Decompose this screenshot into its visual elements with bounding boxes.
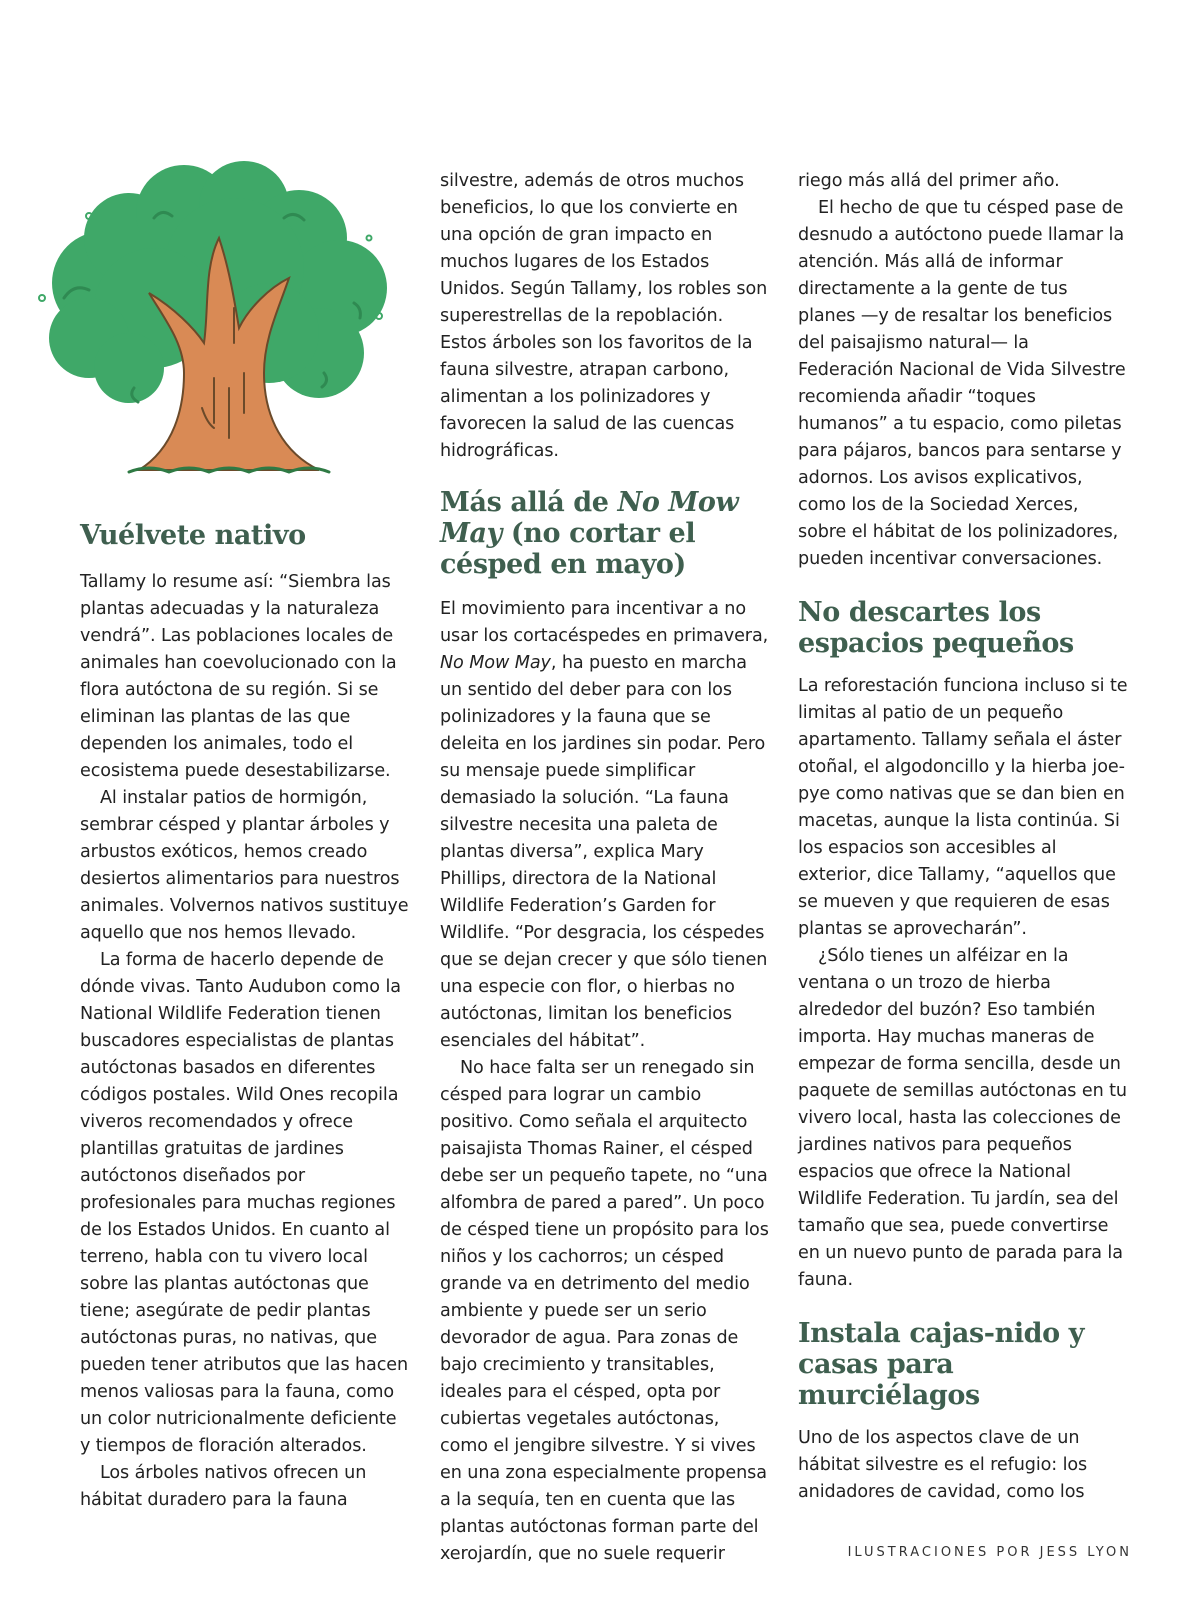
paragraph: No hace falta ser un renegado sin césped para lograr un cambio positivo. Como señala el arquitecto paisajista Thomas Rainer, el césped debe ser un pequeño tapete, no “una alfombra de pared a pared”. Un poco de césped tiene un propósito para los niños y los cachorros; un césped grande va en detrimento del medio ambiente y puede ser un serio devorador de agua. Para zonas de bajo crecimiento y transitables, ideales para el césped, opta por cubiertas vegetales autóctonas, como el jengibre silvestre. Y si vives en una zona especialmente propensa a la sequía, ten en cuenta que las plantas autóctonas forman parte del xerojardín, que no suele requerir <box>440 1058 769 1564</box>
paragraph: silvestre, además de otros muchos beneficios, lo que los convierte en una opción de gran impacto en muchos lugares de los Estados Unidos. Según Tallamy, los robles son superestrellas de la repoblación. Estos árboles son los favoritos de la fauna silvestre, atrapan carbono, alimentan a los polinizadores y favorecen la salud de las cuencas hidrográficas. <box>440 171 768 461</box>
heading-part: Más allá de <box>440 487 618 518</box>
heading-part-italic: No Mow May <box>440 487 739 549</box>
heading-part: (no cortar el césped en mayo) <box>440 518 696 580</box>
paragraph: Los árboles nativos ofrecen un hábitat duradero para la fauna <box>80 1463 367 1510</box>
illustration-credit: ILUSTRACIONES POR JESS LYON <box>847 1545 1132 1560</box>
paragraph: La forma de hacerlo depende de dónde vivas. Tanto Audubon como la National Wildlife Federation tienen buscadores especialistas de plantas autóctonas basados en diferentes códigos postales. Wild Ones recopila viveros recomendados y ofrece plantillas gratuitas de jardines autóctonos diseñados por profesionales para muchas regiones de los Estados Unidos. En cuanto al terreno, habla con tu vivero local sobre las plantas autóctonas que tiene; asegúrate de pedir plantas autóctonas puras, no nativas, que pueden tener atributos que las hacen menos valiosas para la fauna, como un color nutricionalmente deficiente y tiempos de floración alterados. <box>80 950 409 1456</box>
text-run-italic: No Mow May <box>440 653 551 673</box>
section-heading-go-native: Vuélvete nativo <box>80 520 306 551</box>
paragraph: Uno de los aspectos clave de un hábitat silvestre es el refugio: los anidadores de cavidad, como los <box>798 1428 1088 1502</box>
paragraph: Tallamy lo resume así: “Siembra las plantas adecuadas y la naturaleza vendrá”. Las poblaciones locales de animales han coevolucionado con la flora autóctona de su región. Si se eliminan las plantas de las que dependen los animales, todo el ecosistema puede desestabilizarse. <box>80 572 397 781</box>
paragraph: ¿Sólo tienes un alféizar en la ventana o un trozo de hierba alrededor del buzón? Eso también importa. Hay muchas maneras de empezar de forma sencilla, desde un paquete de semillas autóctonas en tu vivero local, hasta las colecciones de jardines nativos para pequeños espacios que ofrece la National Wildlife Federation. Tu jardín, sea del tamaño que sea, puede convertirse en un nuevo punto de parada para la fauna. <box>798 946 1127 1290</box>
oak-tree-icon <box>34 158 404 490</box>
article-column-2 <box>440 168 770 1568</box>
paragraph: riego más allá del primer año. <box>798 171 1060 191</box>
paragraph <box>440 596 770 1055</box>
article-column-3 <box>798 168 1128 1506</box>
paragraph: El hecho de que tu césped pase de desnudo a autóctono puede llamar la atención. Más allá de informar directamente a la gente de tus planes —y de resaltar los beneficios del paisajismo natural— la Federación Nacional de Vida Silvestre recomienda añadir “toques humanos” a tu espacio, como piletas para pájaros, bancos para sentarse y adornos. Los avisos explicativos, como los de la Sociedad Xerces, sobre el hábitat de los polinizadores, pueden incentivar conversaciones. <box>798 198 1126 569</box>
paragraph: La reforestación funciona incluso si te limitas al patio de un pequeño apartamento. Tallamy señala el áster otoñal, el algodoncillo y la hierba joe-pye como nativas que se dan bien en macetas, aunque la lista continúa. Si los espacios son accesibles al exterior, dice Tallamy, “aquellos que se mueven y que requieren de esas plantas se aprovecharán”. <box>798 676 1128 939</box>
section-heading-no-mow-may <box>440 487 770 580</box>
section-heading-nest-boxes: Instala cajas-nido y casas para murciélagos <box>798 1318 1085 1411</box>
text-run: , ha puesto en marcha un sentido del deber para con los polinizadores y la fauna que se deleita en los jardines sin podar. Pero su mensaje puede simplificar demasiado la solución. “La fauna silvestre necesita una paleta de plantas diversa”, explica Mary Phillips, directora de la National Wildlife Federation’s Garden for Wildlife. “Por desgracia, los céspedes que se dejan crecer y que sólo tienen una especie con flor, o hierbas no autóctonas, limitan los beneficios esenciales del hábitat”. <box>440 653 768 1051</box>
article-column-1 <box>80 520 410 1514</box>
paragraph: Al instalar patios de hormigón, sembrar césped y plantar árboles y arbustos exóticos, hemos creado desiertos alimentarios para nuestros animales. Volvernos nativos sustituye aquello que nos hemos llevado. <box>80 788 409 943</box>
section-heading-small-spaces: No descartes los espacios pequeños <box>798 597 1074 659</box>
text-run: El movimiento para incentivar a no usar los cortacéspedes en primavera, <box>440 599 769 646</box>
